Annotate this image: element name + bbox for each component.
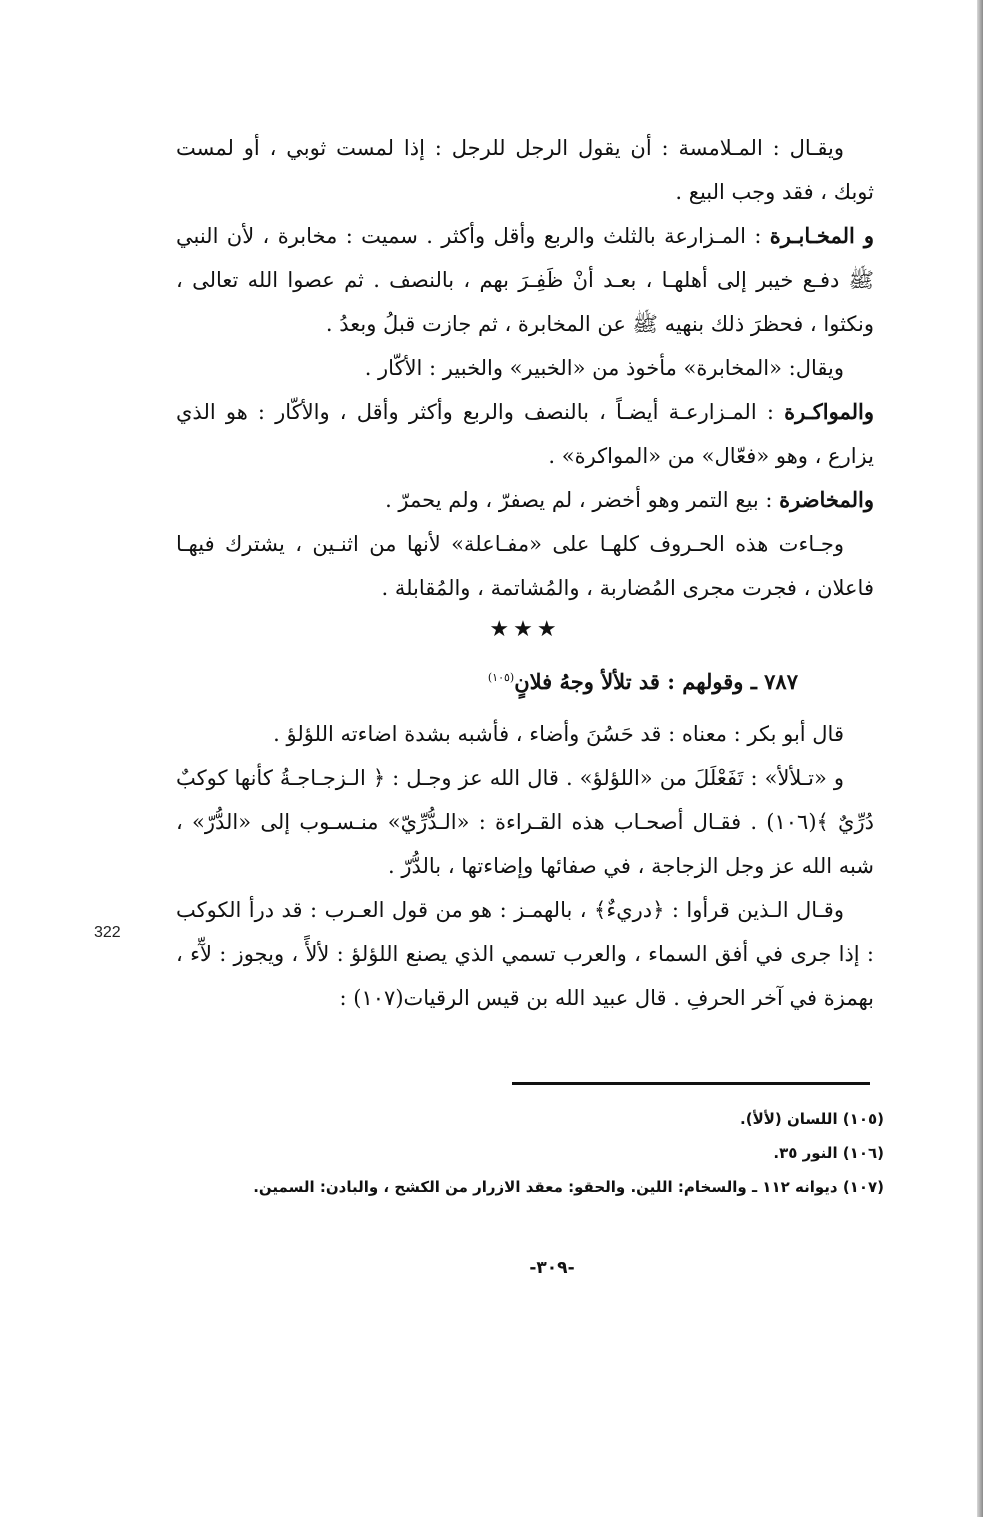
paragraph-mulamasa	[176, 126, 874, 214]
paragraph-text: و «تـلألأ» : تَفَعْلَلَ من «اللؤلؤ» . قال الله عز وجـل : ﴿ الـزجـاجـةُ كأنها كوكبٌ دُرِّيٌ ﴾(١٠٦) . فقـال أصحـاب هذه القـراءة : «الـدُّرِّيّ» منـسـوب إلى «الدُّرّ» ، شبه الله عز وجل الزجاجة ، في صفائها وإضاءتها ، بالدُّرّ .	[176, 766, 874, 878]
paragraph-khabir	[176, 346, 874, 390]
margin-page-number: 322	[94, 924, 121, 941]
paragraph-text: قال أبو بكر : معناه : قد حَسُنَ وأضاء ، فأشبه بشدة اضاءته اللؤلؤ .	[273, 722, 844, 746]
paragraph-durri	[176, 888, 874, 1020]
paragraph-talala	[176, 756, 874, 888]
paragraph-mukhadara	[176, 478, 874, 522]
footnote-106: (١٠٦) النور ٣٥.	[773, 1144, 884, 1162]
term-muwakara: والمواكـرة	[784, 399, 874, 424]
paragraph-mukhabara	[176, 214, 874, 346]
paragraph-text: : المـزارعة بالثلث والربع وأقل وأكثر . سميت : مخابرة ، لأن النبي ﷺ دفـع خيبر إلى أهلهـا ، بعـد أنْ ظَفِـرَ بهم ، بالنصف . ثم عصوا الله تعالى ، ونكثوا ، فحظرَ ذلك بنهيه ﷺ عن المخابرة ، ثم جازت قبلُ وبعدُ .	[176, 224, 874, 336]
term-mukhadara: والمخاضرة	[779, 487, 874, 512]
footnotes	[250, 1102, 884, 1204]
footnote-107: (١٠٧) ديوانه ١١٢ ـ والسخام: اللين. والحقو: معقد الازرار من الكشح ، والبادن: السمين.	[253, 1178, 884, 1196]
paragraph-mufaala	[176, 522, 874, 610]
term-mukhabara: و المخـابـرة	[769, 223, 874, 248]
paragraph-text: ويقـال : المـلامسة : أن يقول الرجل للرجل : إذا لمست ثوبي ، أو لمست ثوبك ، فقد وجب البيع .	[176, 136, 874, 204]
entry-heading	[176, 656, 874, 704]
paragraph-text: ويقال: «المخابرة» مأخوذ من «الخبير» والخبير : الأكّار .	[364, 356, 844, 380]
paragraph-text: : بيع التمر وهو أخضر ، لم يصفرّ ، ولم يحمرّ .	[385, 488, 780, 512]
section-separator: ★★★	[489, 617, 561, 642]
footnote-105: (١٠٥) اللسان (لألأ).	[740, 1110, 884, 1128]
entry-heading-text: ٧٨٧ ـ وقولهم : قد تلألأ وجهُ فلانٍ	[514, 669, 798, 694]
main-text	[176, 126, 874, 1020]
paragraph-text: : المـزارعـة أيضـاً ، بالنصف والربع وأكثر وأقل ، والأكّار : هو الذي يزارع ، وهو «فعّال» من «المواكرة» .	[176, 400, 874, 468]
paragraph-text: وقـال الـذين قرأوا : ﴿دريءٌ﴾ ، بالهمـز : هو من قول العـرب : قد درأ الكوكب : إذا جرى في أفق السماء ، والعرب تسمي الذي يصنع اللؤلؤ : لألأً ، ويجوز : لآّء ، بهمزة في آخر الحرفِ . قال عبيد الله بن قيس الرقيات(١٠٧) :	[176, 898, 874, 1010]
page-number: -٣٠٩-	[529, 1258, 575, 1278]
paragraph-text: وجـاءت هذه الحـروف كلهـا على «مفـاعلة» لأنها من اثنـين ، يشترك فيهـا فاعلان ، فجرت مجرى المُضاربة ، والمُشاتمة ، والمُقابلة .	[176, 532, 874, 600]
scan-edge-shadow	[977, 0, 983, 1517]
footnote-divider	[512, 1082, 870, 1085]
paragraph-muwakara	[176, 390, 874, 478]
footnote-ref: (١٠٥)	[487, 671, 515, 684]
paragraph-meaning	[176, 712, 874, 756]
